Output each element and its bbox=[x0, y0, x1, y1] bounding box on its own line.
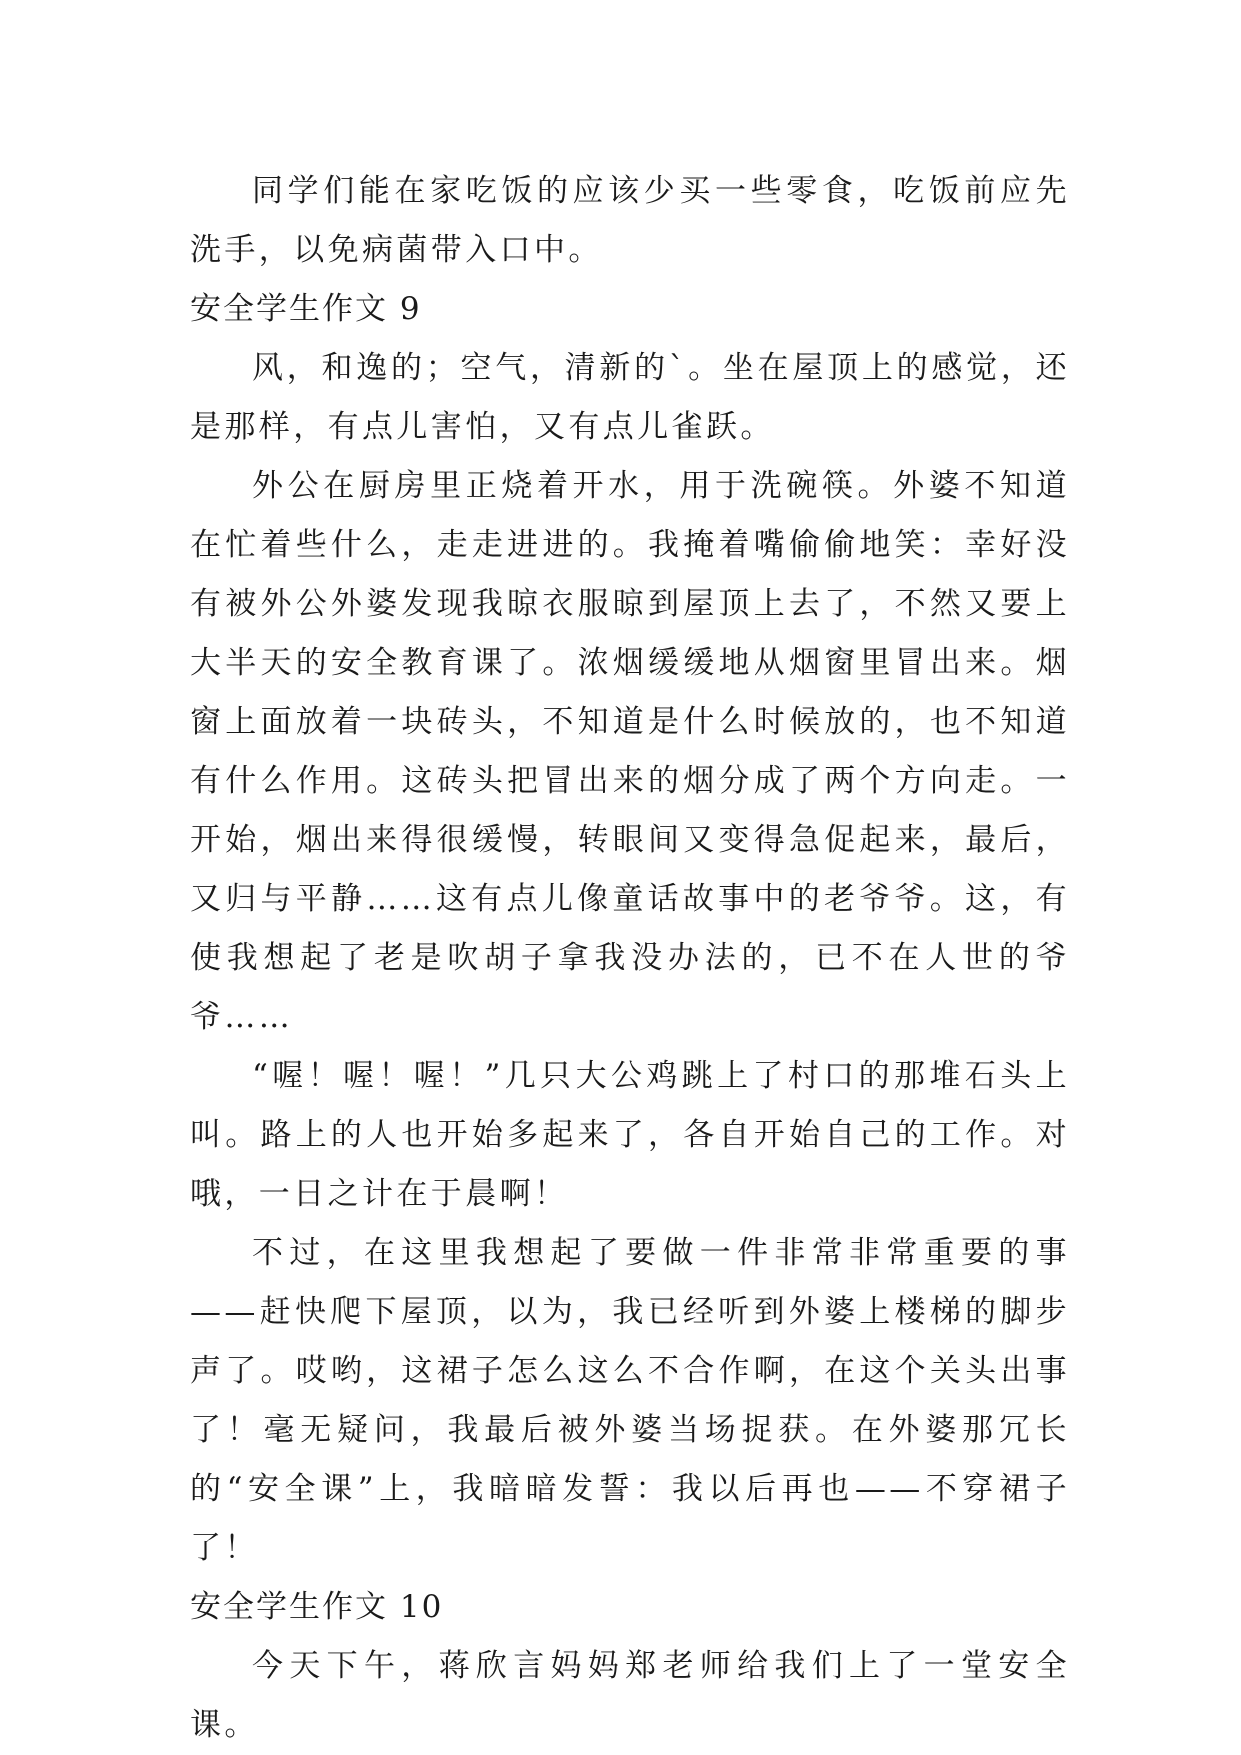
paragraph-safety-class: 今天下午，蒋欣言妈妈郑老师给我们上了一堂安全课。 bbox=[190, 1648, 1070, 1743]
essay-heading-9: 安全学生作文 9 bbox=[190, 291, 422, 327]
paragraph-rooftop: 风，和逸的；空气，清新的`。坐在屋顶上的感觉，还是那样，有点儿害怕，又有点儿雀跃。 bbox=[190, 350, 1070, 445]
paragraph-snacks: 同学们能在家吃饭的应该少买一些零食，吃饭前应先洗手，以免病菌带入口中。 bbox=[190, 173, 1070, 268]
paragraph-skirt: 不过，在这里我想起了要做一件非常非常重要的事——赶快爬下屋顶，以为，我已经听到外婆上楼梯的脚步声了。哎哟，这裙子怎么这么不合作啊，在这个关头出事了！毫无疑问，我最后被外婆当场捉获。在外婆那冗长的“安全课”上，我暗暗发誓：我以后再也——不穿裙子了！ bbox=[190, 1235, 1070, 1566]
document-body bbox=[190, 162, 1070, 1755]
paragraph-grandparents: 外公在厨房里正烧着开水，用于洗碗筷。外婆不知道在忙着些什么，走走进进的。我掩着嘴偷偷地笑：幸好没有被外公外婆发现我晾衣服晾到屋顶上去了，不然又要上大半天的安全教育课了。浓烟缓缓地从烟窗里冒出来。烟窗上面放着一块砖头，不知道是什么时候放的，也不知道有什么作用。这砖头把冒出来的烟分成了两个方向走。一开始，烟出来得很缓慢，转眼间又变得急促起来，最后，又归与平静……这有点儿像童话故事中的老爷爷。这，有使我想起了老是吹胡子拿我没办法的，已不在人世的爷爷…… bbox=[190, 468, 1070, 1035]
paragraph-roosters: “喔！喔！喔！”几只大公鸡跳上了村口的那堆石头上叫。路上的人也开始多起来了，各自开始自己的工作。对哦，一日之计在于晨啊！ bbox=[190, 1058, 1070, 1212]
essay-heading-10: 安全学生作文 10 bbox=[190, 1589, 444, 1625]
